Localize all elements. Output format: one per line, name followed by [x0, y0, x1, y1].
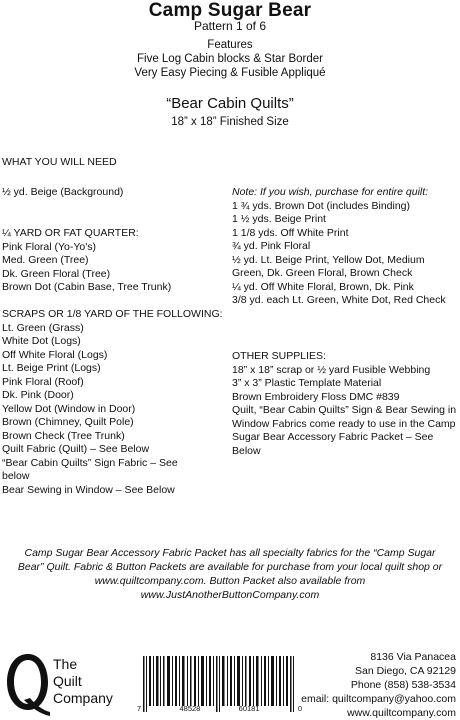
scraps-heading: SCRAPS OR 1/8 YARD OF THE FOLLOWING:	[2, 308, 223, 320]
list-item: 18” x 18” scrap or ½ yard Fusible Webbing	[232, 363, 431, 376]
list-item: Dk. Pink (Door)	[2, 389, 74, 401]
other-supplies-heading: OTHER SUPPLIES:	[232, 350, 326, 362]
list-item: Brown Dot (Cabin Base, Tree Trunk)	[2, 281, 172, 293]
list-item: Med. Green (Tree)	[2, 254, 89, 266]
background-line: ½ yd. Beige (Background)	[2, 186, 124, 198]
list-item: Quilt Fabric (Quilt) – See Below	[2, 443, 150, 455]
list-item: Brown (Chimney, Quilt Pole)	[2, 416, 134, 428]
address-city: San Diego, CA 92129	[355, 665, 456, 677]
list-item: “Bear Cabin Quilts” Sign Fabric – See	[2, 456, 178, 469]
list-item: Brown Embroidery Floss DMC #839	[232, 390, 400, 403]
features-line-1: Five Log Cabin blocks & Star Border	[136, 53, 323, 65]
barcode-digit: 7	[137, 704, 142, 713]
list-item: 1 ¾ yds. Brown Dot (includes Binding)	[232, 199, 411, 212]
barcode-digits	[137, 704, 302, 713]
address-web: www.quiltcompany.com	[347, 707, 456, 719]
list-item: Quilt, “Bear Cabin Quilts” Sign & Bear Sewing in Window Fabrics come ready to use in the Camp Sugar Bear Accessory Fabric Packet – See Below	[232, 404, 457, 457]
list-item: Brown Check (Tree Trunk)	[2, 429, 125, 442]
list-item: ¼ yd. Off White Floral, Brown, Dk. Pink	[232, 280, 414, 293]
list-item: 1 ½ yds. Beige Print	[232, 213, 326, 225]
list-item: Yellow Dot (Window in Door)	[2, 402, 136, 415]
list-item: Bear Sewing in Window – See Below	[2, 483, 175, 496]
list-item: ½ yd. Lt. Beige Print, Yellow Dot, Medium Green, Dk. Green Floral, Brown Check	[232, 253, 425, 279]
company-address	[296, 650, 456, 720]
packet-note: Camp Sugar Bear Accessory Fabric Packet has all specialty fabrics for the “Camp Sugar Bear” Quilt. Fabric & Button Packets are available for purchase from your local quilt shop or www.quiltcompany.com. Button Packet also available from www.JustAnotherButtonCompany.com	[17, 547, 443, 601]
list-item: Lt. Green (Grass)	[2, 321, 84, 334]
barcode-digit: 48528	[179, 704, 201, 713]
list-item: Lt. Beige Print (Logs)	[2, 362, 101, 374]
barcode-digit: 60181	[238, 704, 260, 713]
pattern-number: Pattern 1 of 6	[193, 19, 267, 33]
entire-quilt-list	[232, 186, 458, 308]
q-logo-icon	[4, 648, 52, 718]
list-item: Pink Floral (Roof)	[2, 375, 84, 388]
list-item: Off White Floral (Logs)	[2, 348, 108, 361]
pattern-title: Camp Sugar Bear	[148, 0, 312, 21]
list-item: Dk. Green Floral (Tree)	[2, 267, 111, 280]
features-heading: Features	[207, 39, 253, 51]
scraps-list	[2, 308, 224, 497]
logo-line: The	[53, 656, 78, 672]
address-email: email: quiltcompany@yahoo.com	[301, 693, 456, 705]
list-item: 3/8 yd. each Lt. Green, White Dot, Red Check	[232, 294, 446, 306]
list-item: White Dot (Logs)	[2, 335, 81, 347]
address-phone: Phone (858) 538-3534	[350, 679, 456, 691]
list-item: below	[2, 470, 30, 482]
logo-line: Quilt	[53, 673, 82, 689]
list-item: ¾ yd. Pink Floral	[232, 240, 311, 252]
company-logo	[4, 648, 124, 718]
logo-line: Company	[53, 690, 113, 706]
fat-quarter-heading: ¼ YARD OR FAT QUARTER:	[2, 227, 139, 239]
features-line-2: Very Easy Piecing & Fusible Appliqué	[134, 67, 326, 79]
finished-size: 18” x 18” Finished Size	[171, 116, 289, 128]
requirements-heading: WHAT YOU WILL NEED	[2, 156, 117, 168]
other-supplies-list	[232, 350, 458, 458]
fat-quarter-list	[2, 227, 224, 295]
quilt-name: “Bear Cabin Quilts”	[166, 95, 294, 112]
entire-quilt-note: Note: If you wish, purchase for entire quilt:	[232, 186, 429, 198]
list-item: 3” x 3” Plastic Template Material	[232, 377, 382, 389]
list-item: Pink Floral (Yo-Yo's)	[2, 240, 97, 253]
address-street: 8136 Via Panacea	[370, 651, 456, 663]
logo-text	[53, 656, 113, 707]
barcode-digit: 0	[297, 704, 302, 713]
list-item: 1 1/8 yds. Off White Print	[232, 226, 349, 239]
background-requirement	[2, 186, 224, 200]
